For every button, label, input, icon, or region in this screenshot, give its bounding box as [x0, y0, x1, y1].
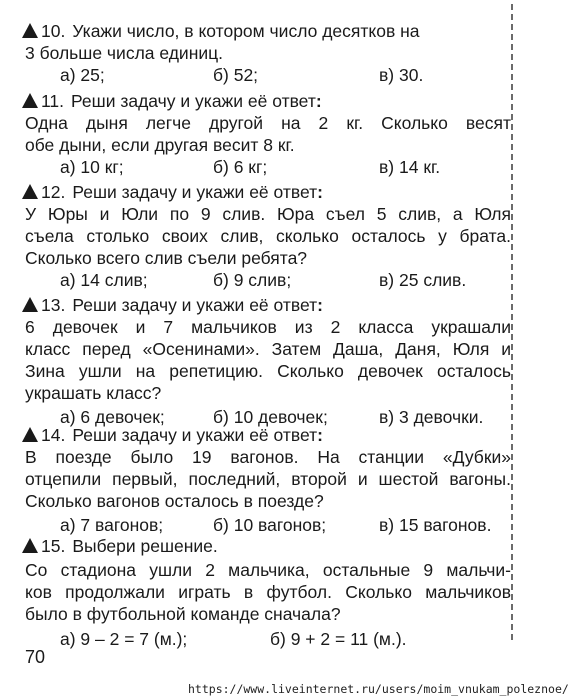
task-number: 10.: [41, 21, 66, 41]
answer-b: б) 6 кг;: [213, 157, 268, 177]
answer-options: [22, 269, 512, 291]
task-text: [22, 316, 511, 404]
answer-a: а) 14 слив;: [60, 270, 148, 290]
task-text: [22, 203, 511, 269]
task-header-text: Выбери решение.: [72, 536, 218, 556]
answer-a: а) 9 – 2 = 7 (м.);: [60, 629, 188, 649]
task-text-line: класс перед «Осенинами». Затем Даша, Даня, Юля и: [25, 339, 511, 359]
task-text: [22, 559, 511, 625]
answer-options: [22, 514, 512, 536]
triangle-icon: [22, 184, 38, 199]
task-text-line: Сколько вагонов осталось в поезде?: [25, 491, 324, 511]
task-header: [22, 294, 512, 316]
task-header-text: Реши задачу и укажи её ответ: [72, 425, 318, 445]
task-13: [22, 294, 512, 428]
task-text-line: У Юры и Юли по 9 слив. Юра съел 5 слив, а Юля: [25, 204, 511, 224]
task-text: [22, 112, 511, 156]
task-text: [22, 446, 511, 512]
watermark-url: https://www.liveinternet.ru/users/moim_vnukam_poleznoe/: [188, 682, 569, 696]
answer-c: в) 15 вагонов.: [379, 515, 492, 535]
task-header: [22, 20, 512, 42]
task-header: [22, 535, 512, 557]
task-text-line: Со стадиона ушли 2 мальчика, остальные 9 мальчи-: [25, 560, 511, 580]
answer-c: в) 30.: [379, 65, 424, 85]
answer-a: а) 6 девочек;: [60, 407, 165, 427]
task-text-line: было в футбольной команде сначала?: [25, 604, 341, 624]
answer-b: б) 9 слив;: [213, 270, 292, 290]
answer-options: [22, 628, 512, 650]
task-text-line: съела столько своих слив, сколько осталось у брата.: [25, 226, 511, 246]
task-header: [22, 424, 512, 446]
task-text-line: 6 девочек и 7 мальчиков из 2 класса украшали: [25, 317, 511, 337]
task-text-line: обе дыни, если другая весит 8 кг.: [25, 135, 295, 155]
task-10: [22, 20, 512, 86]
task-number: 13.: [41, 295, 66, 315]
task-header-text: Реши задачу и укажи её ответ: [72, 182, 318, 202]
answer-options: [22, 64, 512, 86]
page-number: 70: [25, 647, 46, 667]
task-number: 15.: [41, 536, 66, 556]
answer-a: а) 7 вагонов;: [60, 515, 164, 535]
task-header-colon: :: [317, 295, 323, 315]
task-header: [22, 90, 512, 112]
task-number: 14.: [41, 425, 66, 445]
task-text: [22, 42, 511, 64]
answer-a: а) 25;: [60, 65, 105, 85]
task-text-line: 3 больше числа единиц.: [25, 43, 224, 63]
triangle-icon: [22, 93, 38, 108]
answer-b: б) 9 + 2 = 11 (м.).: [270, 629, 407, 649]
task-header-colon: :: [317, 425, 323, 445]
task-header-colon: :: [317, 182, 323, 202]
task-header-text: Реши задачу и укажи её ответ: [71, 91, 316, 111]
task-14: [22, 424, 512, 536]
answer-c: в) 14 кг.: [379, 157, 441, 177]
triangle-icon: [22, 23, 38, 38]
answer-options: [22, 156, 512, 178]
task-text-line: Зина ушли на репетицию. Сколько девочек осталось: [25, 361, 511, 381]
task-12: [22, 181, 512, 291]
task-text-line: отцепили первый, последний, второй и шестой вагоны.: [25, 469, 511, 489]
task-header-text: Реши задачу и укажи её ответ: [72, 295, 318, 315]
triangle-icon: [22, 297, 38, 312]
task-11: [22, 90, 512, 178]
answer-c: в) 25 слив.: [379, 270, 467, 290]
task-text-line: Одна дыня легче другой на 2 кг. Сколько весят: [25, 113, 511, 133]
answer-b: б) 10 вагонов;: [213, 515, 327, 535]
task-number: 11.: [41, 91, 65, 111]
task-header-text: Укажи число, в котором число десятков на: [72, 21, 420, 41]
answer-c: в) 3 девочки.: [379, 407, 484, 427]
task-header: [22, 181, 512, 203]
task-number: 12.: [41, 182, 66, 202]
task-15: [22, 535, 512, 650]
triangle-icon: [22, 427, 38, 442]
triangle-icon: [22, 538, 38, 553]
task-text-line: В поезде было 19 вагонов. На станции «Дубки»: [25, 447, 511, 467]
task-text-line: украшать класс?: [25, 383, 162, 403]
answer-b: б) 52;: [213, 65, 259, 85]
answer-b: б) 10 девочек;: [213, 407, 328, 427]
task-header-colon: :: [315, 91, 322, 111]
task-text-line: Сколько всего слив съели ребята?: [25, 248, 308, 268]
answer-a: а) 10 кг;: [60, 157, 124, 177]
task-text-line: ков продолжали играть в футбол. Сколько мальчиков: [25, 582, 511, 602]
